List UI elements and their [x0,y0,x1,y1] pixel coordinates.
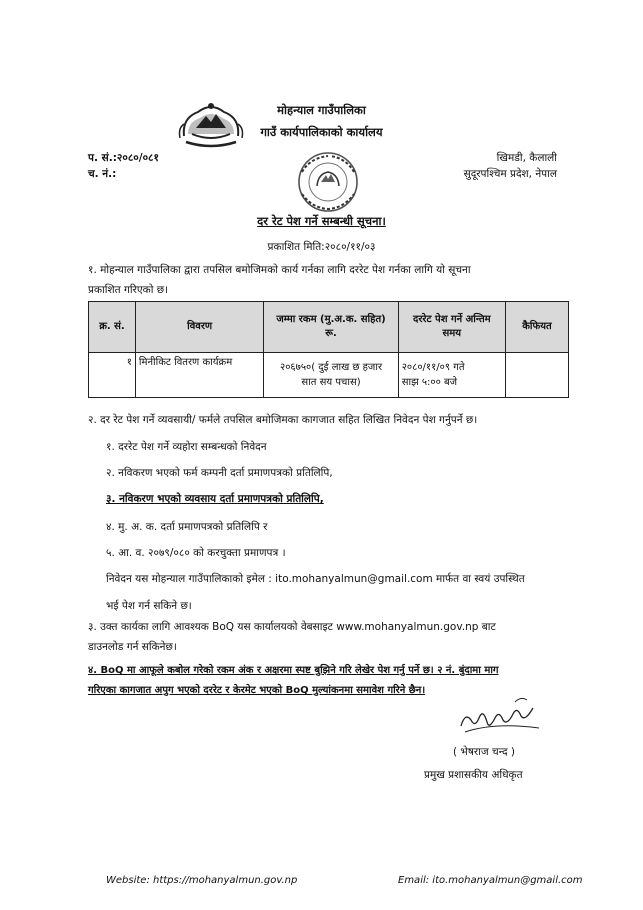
cell-sn: १ [89,353,136,398]
reference-number: प. सं.:२०८०/०८१ [88,152,159,164]
footer-email: Email: ito.mohanyalmun@gmail.com [398,875,583,886]
cell-deadline [398,353,505,398]
paragraph-2-intro: २. दर रेट पेश गर्ने व्यवसायी/ फर्मले तपसिल बमोजिमका कागजात सहित लिखित निवेदन पेश गर्नुपर्ने छ। [88,414,478,426]
header-deadline [398,302,505,353]
header-amount-line-2: रू. [325,328,337,339]
signer-name: ( भेषराज चन्द ) [453,746,515,758]
signer-title: प्रमुख प्रशासकीय अधिकृत [424,769,523,781]
cell-amount [264,353,398,398]
cell-remarks [505,353,568,398]
header-deadline-line-1: दररेट पेश गर्ने अन्तिम [413,314,491,325]
paragraph-4-line-1: ४. BoQ मा आफूले कबोल गरेको रकम अंक र अक्षरमा स्पष्ट बुझिने गरि लेखेर पेश गर्नु पर्ने छ। २ नं. बुंदामा माग [88,665,499,676]
document-item: ५. आ. व. २०७९/०८० को करचुक्ता प्रमाणपत्र । [106,547,286,559]
paragraph-4-line-2: गरिएका कागजात अपुग भएको दररेट र केरमेट भएको BoQ मुल्यांकनमा समावेश गरिने छैन। [88,685,426,696]
application-instruction-line-1: निवेदन यस मोहन्याल गाउँपालिकाको इमेल : ito.mohanyalmun@gmail.com मार्फत वा स्वयं उपस्थित [106,573,525,585]
application-instruction-line-2: भई पेश गर्न सकिने छ। [106,600,192,612]
document-item: १. दररेट पेश गर्ने व्यहोरा सम्बन्धको निवेदन [106,441,267,453]
published-date: प्रकाशित मिति:२०८०/११/०३ [267,241,376,253]
signature-icon [455,692,545,738]
notice-title: दर रेट पेश गर्ने सम्बन्धी सूचना। [257,214,386,228]
dispatch-number: च. नं.: [88,168,117,180]
document-item: २. नविकरण भएको फर्म कम्पनी दर्ता प्रमाणपत्रको प्रतिलिपि, [106,467,333,479]
address-line-1: खिमडी, कैलाली [496,152,557,164]
paragraph-3-line-2: डाउनलोड गर्न सकिनेछ। [88,641,177,653]
document-item: ४. मु. अ. क. दर्ता प्रमाणपत्रको प्रतिलिपि र [106,521,268,533]
cell-amount-line-2: सात सय पचास) [301,377,361,388]
cell-deadline-line-2: साझ ५:०० बजे [401,377,458,388]
header-sn: क्र. सं. [89,302,136,353]
address-line-2: सुदूरपश्चिम प्रदेश, नेपाल [463,168,557,180]
bid-table [88,301,569,398]
cell-description: मिनीकिट वितरण कार्यक्रम [135,353,263,398]
table-row [89,353,569,398]
header-amount-line-1: जम्मा रकम (मु.अ.क. सहित) [276,314,386,325]
footer-website: Website: https://mohanyalmun.gov.np [106,875,298,886]
header-remarks: कैफियत [505,302,568,353]
paragraph-1-line-1: १. मोहन्याल गाउँपालिका द्वारा तपसिल बमोजिमको कार्य गर्नका लागि दररेट पेश गर्नका लागि यो सूचना [88,264,471,276]
paragraph-3-line-1: ३. उक्त कार्यका लागि आवश्यक BoQ यस कार्यालयको वेबसाइट www.mohanyalmun.gov.np बाट [88,621,496,633]
office-subtitle: गाउँ कार्यपालिकाको कार्यालय [260,125,383,139]
header-deadline-line-2: समय [442,328,462,339]
table-header-row [89,302,569,353]
cell-amount-line-1: २०६७५०( दुई लाख छ हजार [280,362,383,373]
header-description: विवरण [135,302,263,353]
header-amount [264,302,398,353]
cell-deadline-line-1: २०८०/११/०९ गते [401,362,465,373]
paragraph-1-line-2: प्रकाशित गरिएको छ। [88,284,169,296]
office-seal-icon [290,150,366,214]
document-item: ३. नविकरण भएको व्यवसाय दर्ता प्रमाणपत्रको प्रतिलिपि, [106,493,324,505]
office-name: मोहन्याल गाउँपालिका [277,103,366,117]
